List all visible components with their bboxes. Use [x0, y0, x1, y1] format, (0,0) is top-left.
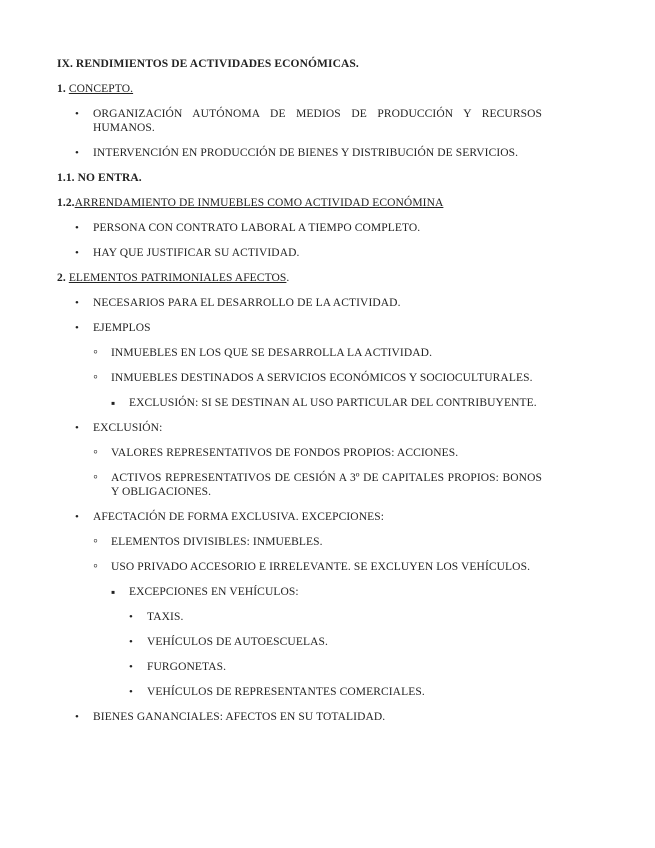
- list-item: [57, 635, 542, 649]
- bullet-icon: [75, 510, 79, 524]
- list-item: [57, 107, 542, 135]
- circle-bullet-icon: [93, 346, 98, 360]
- bullet-icon: [75, 221, 79, 235]
- list-item-text: INTERVENCIÓN EN PRODUCCIÓN DE BIENES Y DISTRIBUCIÓN DE SERVICIOS.: [93, 147, 519, 159]
- list-item: [57, 421, 542, 435]
- list-item-text: PERSONA CON CONTRATO LABORAL A TIEMPO COMPLETO.: [93, 222, 421, 234]
- list-item-text: EXCLUSIÓN: SI SE DESTINAN AL USO PARTICULAR DEL CONTRIBUYENTE.: [129, 397, 537, 409]
- list-item-text: TAXIS.: [147, 611, 184, 623]
- page-title: IX. RENDIMIENTOS DE ACTIVIDADES ECONÓMICAS.: [57, 58, 359, 70]
- circle-bullet-icon: [93, 560, 98, 574]
- bullet-icon: [129, 635, 133, 649]
- list-item: [57, 560, 542, 574]
- list-item-text: NECESARIOS PARA EL DESARROLLO DE LA ACTIVIDAD.: [93, 297, 401, 309]
- list-item-text: INMUEBLES EN LOS QUE SE DESARROLLA LA ACTIVIDAD.: [111, 347, 433, 359]
- section-1-2-heading: [57, 196, 542, 210]
- section-1-1-heading: 1.1. NO ENTRA.: [57, 172, 142, 184]
- list-item: [57, 246, 542, 260]
- bullet-icon: [129, 685, 133, 699]
- section-2-heading: [57, 271, 542, 285]
- list-item: [57, 371, 542, 385]
- square-bullet-icon: [111, 396, 115, 411]
- list-item: [57, 510, 542, 524]
- list-item-text: EXCEPCIONES EN VEHÍCULOS:: [129, 586, 299, 598]
- bullet-icon: [75, 146, 79, 160]
- section-1-2-list: [57, 221, 542, 260]
- list-item: [57, 535, 542, 549]
- bullet-icon: [129, 660, 133, 674]
- section-2-title-suffix: .: [286, 272, 290, 284]
- list-item-text: VEHÍCULOS DE REPRESENTANTES COMERCIALES.: [147, 686, 425, 698]
- circle-bullet-icon: [93, 371, 98, 385]
- bullet-icon: [129, 610, 133, 624]
- list-item: [57, 585, 542, 599]
- list-item: [57, 610, 542, 624]
- list-item-text: VALORES REPRESENTATIVOS DE FONDOS PROPIOS: ACCIONES.: [111, 447, 459, 459]
- list-item-text: HAY QUE JUSTIFICAR SU ACTIVIDAD.: [93, 247, 300, 259]
- section-2-number: 2.: [57, 272, 66, 284]
- list-item: [57, 296, 542, 310]
- square-bullet-icon: [111, 585, 115, 600]
- bullet-icon: [75, 321, 79, 335]
- document-body: [57, 57, 542, 735]
- list-item-text: EXCLUSIÓN:: [93, 422, 163, 434]
- list-item-text: EJEMPLOS: [93, 322, 151, 334]
- list-item-text: AFECTACIÓN DE FORMA EXCLUSIVA. EXCEPCIONES:: [93, 511, 385, 523]
- list-item: [57, 146, 542, 160]
- section-1-list: [57, 107, 542, 160]
- bullet-icon: [75, 107, 79, 121]
- list-item-text: ORGANIZACIÓN AUTÓNOMA DE MEDIOS DE PRODUCCIÓN Y RECURSOS HUMANOS.: [93, 108, 542, 134]
- bullet-icon: [75, 296, 79, 310]
- section-1-2-number: 1.2.: [57, 197, 75, 209]
- list-item: [57, 685, 542, 699]
- section-1-number: 1.: [57, 83, 66, 95]
- list-item-text: FURGONETAS.: [147, 661, 227, 673]
- list-item-text: VEHÍCULOS DE AUTOESCUELAS.: [147, 636, 328, 648]
- list-item: [57, 396, 542, 410]
- section-1-2-title: ARRENDAMIENTO DE INMUEBLES COMO ACTIVIDAD ECONÓMINA: [74, 197, 444, 209]
- list-item: [57, 660, 542, 674]
- list-item: [57, 346, 542, 360]
- list-item-text: INMUEBLES DESTINADOS A SERVICIOS ECONÓMICOS Y SOCIOCULTURALES.: [111, 372, 533, 384]
- list-item-text: ACTIVOS REPRESENTATIVOS DE CESIÓN A 3º DE CAPITALES PROPIOS: BONOS Y OBLIGACIONES.: [111, 472, 542, 498]
- section-1-heading: [57, 82, 542, 96]
- section-1-title: CONCEPTO.: [68, 83, 134, 95]
- bullet-icon: [75, 246, 79, 260]
- bullet-icon: [75, 421, 79, 435]
- section-2-title: ELEMENTOS PATRIMONIALES AFECTOS: [68, 272, 287, 284]
- list-item-text: USO PRIVADO ACCESORIO E IRRELEVANTE. SE EXCLUYEN LOS VEHÍCULOS.: [111, 561, 531, 573]
- bullet-icon: [75, 710, 79, 724]
- section-2-list: [57, 296, 542, 724]
- circle-bullet-icon: [93, 535, 98, 549]
- list-item: [57, 471, 542, 499]
- circle-bullet-icon: [93, 471, 98, 485]
- circle-bullet-icon: [93, 446, 98, 460]
- list-item: [57, 221, 542, 235]
- list-item-text: ELEMENTOS DIVISIBLES: INMUEBLES.: [111, 536, 323, 548]
- list-item: [57, 710, 542, 724]
- list-item: [57, 321, 542, 335]
- list-item: [57, 446, 542, 460]
- list-item-text: BIENES GANANCIALES: AFECTOS EN SU TOTALIDAD.: [93, 711, 386, 723]
